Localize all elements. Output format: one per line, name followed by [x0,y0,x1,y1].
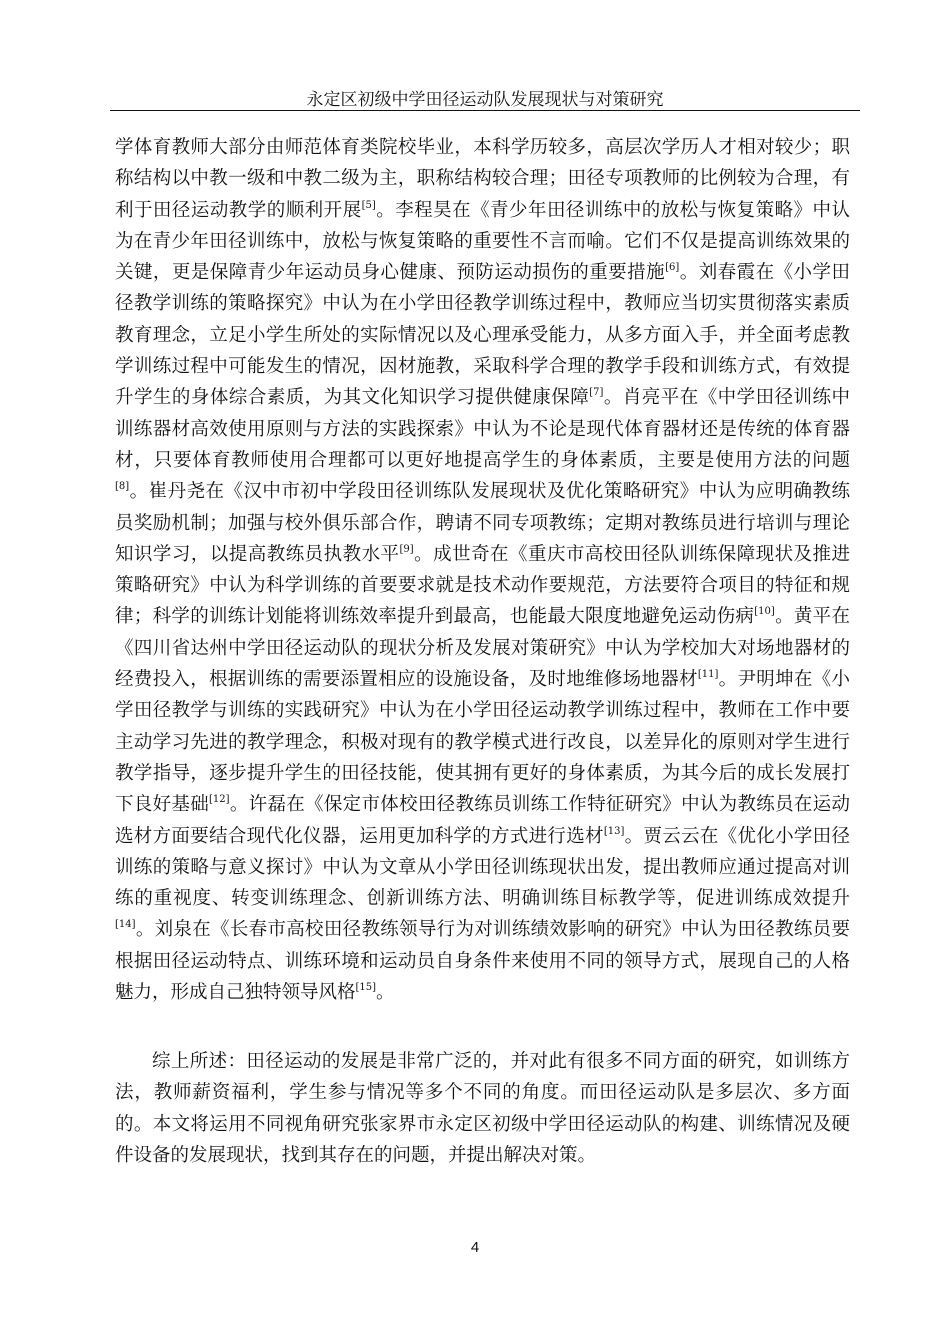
text-run: 。黄平在《四川省达州中学田径运动队的现状分析及发展对策研究》中认为学校加大对场地器材的经费投入，根据训练的需要添置相应的设施设备，及时地维修场地器材 [115,606,850,691]
citation-10: [10] [754,606,775,618]
citation-5: [5] [361,199,376,211]
citation-8: [8] [115,481,130,493]
text-run: 。崔丹尧在《汉中市初中学段田径训练队发展现状及优化策略研究》中认为应明确教练员奖励机制；加强与校外俱乐部合作，聘请不同专项教练；定期对教练员进行培训与理论知识学习，以提高教练员执教水平 [115,481,850,565]
body-paragraph-2: 综上所述：田径运动的发展是非常广泛的，并对此有很多不同方面的研究，如训练方法，教师薪资福利，学生参与情况等多个不同的角度。而田径运动队是多层次、多方面的。本文将运用不同视角研究张家界市永定区初级中学田径运动队的构建、训练情况及硬件设备的发展现状，找到其存在的问题，并提出解决对策。 [115,1051,850,1166]
page-number: 4 [470,1239,480,1256]
text-run: 。刘春霞在《小学田径教学训练的策略探究》中认为在小学田径教学训练过程中，教师应当切实贯彻落实素质教育理念，立足小学生所处的实际情况以及心理承受能力，从多方面入手，并全面考虑教学训练过程中可能发生的情况，因材施教，采取科学合理的教学手段和训练方式，有效提升学生的身体综合素质，为其文化知识学习提供健康保障 [115,262,850,409]
citation-9: [9] [399,543,414,555]
running-header: 永定区初级中学田径运动队发展现状与对策研究 [306,90,664,110]
text-run: 。尹明坤在《小学田径教学与训练的实践研究》中认为在小学田径运动教学训练过程中，教师在工作中要主动学习先进的教学理念，积极对现有的教学模式进行改良，以差异化的原则对学生进行教学指导，逐步提升学生的田径技能，使其拥有更好的身体素质，为其今后的成长发展打下良好基础 [115,669,850,816]
body-paragraph-1 [115,132,850,1008]
citation-12: [12] [209,794,230,806]
citation-7: [7] [589,387,604,399]
text-run: 。 [376,982,395,1004]
text-run: 。肖亮平在《中学田径训练中训练器材高效使用原则与方法的实践探索》中认为不论是现代体育器材还是传统的体育器材，只要体育教师使用合理都可以更好地提高学生的身体素质，主要是使用方法的问题 [115,387,850,471]
citation-14: [14] [115,919,136,931]
citation-6: [6] [665,262,680,274]
text-run: 学体育教师大部分由师范体育类院校毕业，本科学历较多，高层次学历人才相对较少；职称结构以中教一级和中教二级为主，职称结构较合理；田径专项教师的比例较为合理，有利于田径运动教学的顺利开展 [115,137,850,221]
citation-13: [13] [603,825,625,837]
text-run: 。许磊在《保定市体校田径教练员训练工作特征研究》中认为教练员在运动选材方面要结合现代化仪器，运用更加科学的方式进行选材 [115,794,850,847]
text-run: 。李程昊在《青少年田径训练中的放松与恢复策略》中认为在青少年田径训练中，放松与恢复策略的重要性不言而喻。它们不仅是提高训练效果的关键，更是保障青少年运动员身心健康、预防运动损伤的重要措施 [115,199,850,284]
text-run: 。刘泉在《长春市高校田径教练领导行为对训练绩效影响的研究》中认为田径教练员要根据田径运动特点、训练环境和运动员自身条件来使用不同的领导方式，展现自己的人格魅力，形成自己独特领导风格 [115,919,850,1004]
text-run: 。成世奇在《重庆市高校田径队训练保障现状及推进策略研究》中认为科学训练的首要要求就是技术动作要规范，方法要符合项目的特征和规律；科学的训练计划能将训练效率提升到最高，也能最大限度地避免运动伤病 [115,543,850,628]
header-rule [110,110,860,111]
text-run: 。贾云云在《优化小学田径训练的策略与意义探讨》中认为文章从小学田径训练现状出发，提出教师应通过提高对训练的重视度、转变训练理念、创新训练方法、明确训练目标教学等，促进训练成效提升 [115,825,850,910]
citation-15: [15] [355,982,377,994]
citation-11: [11] [697,669,719,681]
